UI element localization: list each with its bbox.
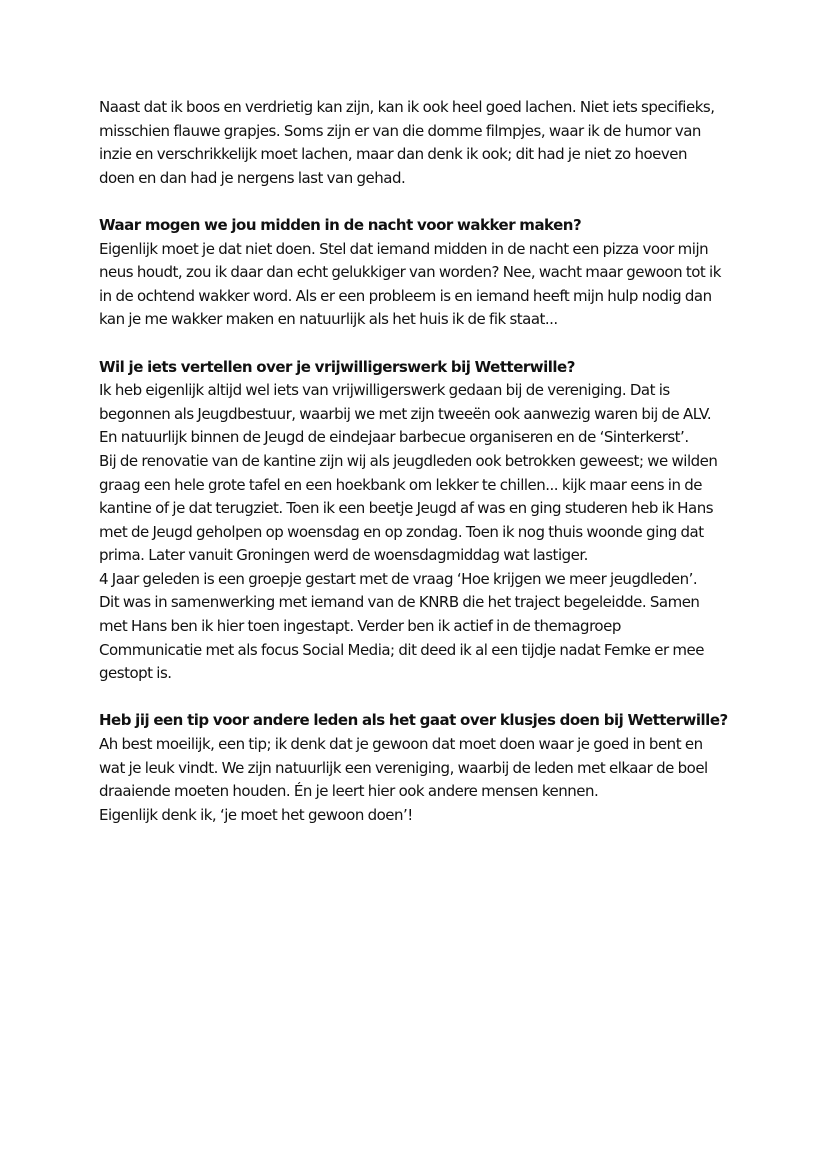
answer-line: draaiende moeten houden. Én je leert hier ook andere mensen kennen. — [99, 782, 599, 801]
answer-line: Dit was in samenwerking met iemand van de KNRB die het traject begeleidde. Samen — [99, 593, 700, 612]
paragraph-line: misschien flauwe grapjes. Soms zijn er van die domme filmpjes, waar ik de humor van — [99, 121, 701, 140]
answer-line: met de Jeugd geholpen op woensdag en op zondag. Toen ik nog thuis woonde ging dat — [99, 522, 704, 541]
paragraph-line: doen en dan had je nergens last van gehad. — [99, 168, 406, 187]
answer-line: Eigenlijk denk ik, ‘je moet het gewoon doen’! — [99, 805, 413, 824]
answer-line: Bij de renovatie van de kantine zijn wij als jeugdleden ook betrokken geweest; we wilden — [99, 451, 718, 470]
intro-paragraph — [99, 96, 739, 190]
answer-line: neus houdt, zou ik daar dan echt gelukkiger van worden? Nee, wacht maar gewoon tot ik — [99, 263, 721, 282]
answer-line: begonnen als Jeugdbestuur, waarbij we met zijn tweeën ook aanwezig waren bij de ALV. — [99, 404, 712, 423]
qa-section-night — [99, 214, 739, 332]
answer-line: graag een hele grote tafel en een hoekbank om lekker te chillen... kijk maar eens in de — [99, 475, 702, 494]
answer-line: met Hans ben ik hier toen ingestapt. Verder ben ik actief in de themagroep — [99, 617, 621, 636]
answer-line: Ah best moeilijk, een tip; ik denk dat je gewoon dat moet doen waar je goed in bent en — [99, 735, 703, 754]
answer-line: 4 Jaar geleden is een groepje gestart met de vraag ‘Hoe krijgen we meer jeugdleden’. — [99, 569, 698, 588]
answer-line: En natuurlijk binnen de Jeugd de eindejaar barbecue organiseren en de ‘Sinterkerst’. — [99, 428, 689, 447]
question-heading: Heb jij een tip voor andere leden als het gaat over klusjes doen bij Wetterwille? — [99, 711, 728, 730]
qa-section-volunteering — [99, 356, 739, 686]
answer-line: prima. Later vanuit Groningen werd de woensdagmiddag wat lastiger. — [99, 546, 588, 565]
answer-line: Communicatie met als focus Social Media; dit deed ik al een tijdje nadat Femke er mee — [99, 640, 704, 659]
answer-line: kantine of je dat terugziet. Toen ik een beetje Jeugd af was en ging studeren heb ik Hans — [99, 499, 714, 518]
answer-line: Ik heb eigenlijk altijd wel iets van vrijwilligerswerk gedaan bij de vereniging. Dat is — [99, 381, 670, 400]
document-page — [99, 96, 739, 851]
answer-line: Eigenlijk moet je dat niet doen. Stel dat iemand midden in de nacht een pizza voor mijn — [99, 239, 709, 258]
answer-line: gestopt is. — [99, 664, 172, 683]
qa-section-tip — [99, 709, 739, 827]
paragraph-line: Naast dat ik boos en verdrietig kan zijn, kan ik ook heel goed lachen. Niet iets specifieks, — [99, 98, 715, 116]
paragraph-line: inzie en verschrikkelijk moet lachen, maar dan denk ik ook; dit had je niet zo hoeven — [99, 145, 687, 164]
question-heading: Wil je iets vertellen over je vrijwilligerswerk bij Wetterwille? — [99, 357, 575, 376]
answer-line: in de ochtend wakker word. Als er een probleem is en iemand heeft mijn hulp nodig dan — [99, 286, 712, 305]
answer-line: wat je leuk vindt. We zijn natuurlijk een vereniging, waarbij de leden met elkaar de boel — [99, 758, 708, 777]
answer-line: kan je me wakker maken en natuurlijk als het huis ik de fik staat... — [99, 310, 558, 329]
question-heading: Waar mogen we jou midden in de nacht voor wakker maken? — [99, 215, 582, 234]
